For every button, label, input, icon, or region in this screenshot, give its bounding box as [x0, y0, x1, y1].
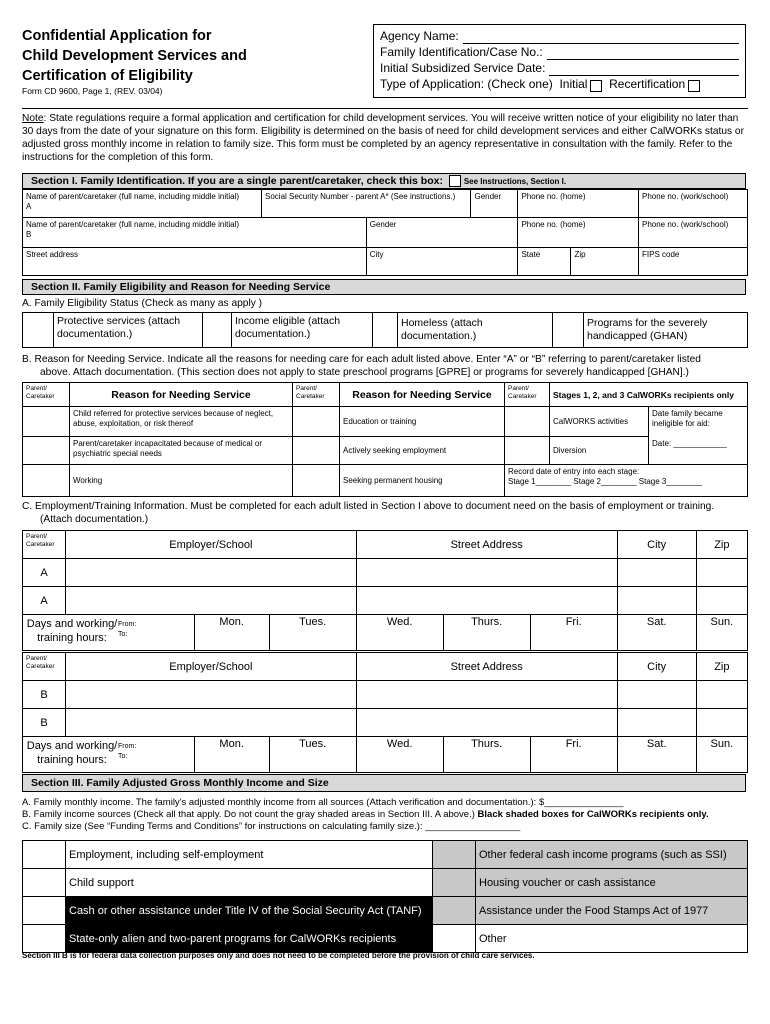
emp-a-to: To: — [118, 631, 128, 638]
r5-label: Actively seeking employment — [343, 445, 447, 455]
emp-b-row1-employer[interactable] — [66, 681, 357, 709]
i4-cell — [66, 925, 433, 953]
emp-a-row2-letter-label: A — [40, 594, 48, 607]
name-b-label: Name of parent/caretaker (full name, including middle initial) — [26, 220, 239, 229]
emp-b-employer-head — [66, 653, 357, 681]
name-a-label: Name of parent/caretaker (full name, including middle initial) — [26, 192, 239, 201]
date-family-cell[interactable] — [649, 407, 748, 465]
i4-checkbox[interactable] — [23, 925, 66, 953]
emp-b-street-label: Street Address — [450, 660, 523, 673]
emp-b-days — [23, 737, 195, 773]
street-cell[interactable] — [23, 248, 367, 276]
i7-checkbox[interactable] — [433, 897, 476, 925]
emp-a-sat-label: Sat. — [646, 616, 667, 628]
emp-b-city-label: City — [647, 660, 667, 673]
phone-home-b-cell[interactable] — [518, 218, 639, 248]
reason-head-2-label: Reason for Needing Service — [352, 388, 492, 401]
section-2b-label — [22, 353, 752, 379]
section-1-table — [22, 189, 748, 276]
form-title — [22, 26, 362, 86]
emp-b-tues[interactable] — [269, 737, 356, 773]
parent-label-3: Parent/ Caretaker — [508, 385, 537, 400]
stages-head-label: Stages 1, 2, and 3 CalWORKs recipients only — [553, 389, 734, 400]
section-1-header — [22, 173, 746, 189]
note-paragraph — [22, 112, 748, 164]
parent-label-1: Parent/ Caretaker — [26, 385, 55, 400]
emp-a-sun-label: Sun. — [710, 616, 734, 628]
section-2b-line-2: above. Attach documentation. (This section does not apply to state preschool programs [GPRE] or programs for severely handicapped [GHAN].) — [40, 367, 689, 378]
emp-b-parent-head — [23, 653, 66, 681]
agency-box — [373, 24, 746, 98]
emp-a-city-label: City — [647, 538, 667, 551]
phone-home-a-cell[interactable] — [518, 190, 639, 218]
stage-record-cell[interactable] — [505, 465, 748, 497]
homeless-checkbox[interactable] — [373, 313, 398, 348]
protective-label: Protective services (attach documentation.) — [57, 315, 181, 340]
protective-cell — [54, 313, 203, 348]
reason-head-1-label: Reason for Needing Service — [111, 388, 251, 401]
i8-cell — [476, 925, 748, 953]
gender-b-cell[interactable] — [366, 218, 518, 248]
diversion-parent[interactable] — [505, 437, 550, 465]
emp-b-row2-city[interactable] — [617, 709, 696, 737]
family-id-field[interactable] — [547, 47, 739, 60]
emp-a-days-label: Days and working/ training hours: — [26, 618, 118, 644]
r1-label: Child referred for protective services because of neglect, abuse, exploitation, or risk thereof — [73, 409, 274, 428]
i6-label: Housing voucher or cash assistance — [479, 876, 656, 889]
i8-label: Other — [479, 932, 507, 945]
emp-a-sat[interactable] — [617, 615, 696, 651]
r6-label: Seeking permanent housing — [343, 475, 443, 485]
emp-a-employer-head — [66, 531, 357, 559]
r3-label: Working — [73, 475, 103, 485]
title-line-2: Child Development Services and — [22, 48, 247, 64]
emp-a-street-head — [356, 531, 617, 559]
ghan-cell — [584, 313, 748, 348]
emp-a-fri[interactable] — [530, 615, 617, 651]
r4-label: Education or training — [343, 416, 417, 426]
emp-a-parent-head — [23, 531, 66, 559]
emp-b-row1-city[interactable] — [617, 681, 696, 709]
section-2c-label — [22, 500, 752, 526]
phone-home-b-label: Phone no. (home) — [521, 220, 586, 229]
emp-b-to: To: — [118, 753, 128, 760]
i2-checkbox[interactable] — [23, 869, 66, 897]
r6-parent[interactable] — [293, 465, 340, 497]
gender-a-label: Gender — [474, 192, 502, 201]
emp-a-row2-letter — [23, 587, 66, 615]
protective-checkbox[interactable] — [23, 313, 54, 348]
family-id-label: Family Identification/Case No.: — [380, 45, 543, 59]
emp-b-row1-letter — [23, 681, 66, 709]
calworks-cell — [550, 407, 649, 437]
i7-label: Assistance under the Food Stamps Act of 1977 — [479, 904, 709, 917]
diversion-label: Diversion — [553, 445, 587, 455]
emp-b-mon[interactable] — [194, 737, 269, 773]
reason-head-2 — [340, 383, 505, 407]
section-2-title: Section II. Family Eligibility and Reason for Needing Service — [31, 281, 331, 293]
name-b-letter: B — [26, 230, 32, 239]
i2-label: Child support — [69, 876, 134, 889]
fips-label: FIPS code — [642, 250, 680, 259]
eligibility-status-table — [22, 312, 748, 348]
section-2-header — [22, 279, 746, 295]
section-2b-line-1: B. Reason for Needing Service. Indicate all the reasons for needing care for each adult listed above. Enter “A” or “B” referring to parent/caretaker listed — [22, 354, 701, 365]
emp-a-row1-employer[interactable] — [66, 559, 357, 587]
section-2a-label: A. Family Eligibility Status (Check as many as apply ) — [22, 298, 263, 309]
emp-b-from: From: — [118, 743, 137, 750]
name-a-cell[interactable] — [23, 190, 262, 218]
r2-cell — [70, 437, 293, 465]
gender-b-label: Gender — [369, 220, 397, 229]
i3-cell — [66, 897, 433, 925]
fips-cell[interactable] — [639, 248, 748, 276]
i7-cell — [476, 897, 748, 925]
emp-b-sun-label: Sun. — [710, 738, 734, 750]
i6-cell — [476, 869, 748, 897]
r6-cell — [340, 465, 505, 497]
emp-b-city-head — [617, 653, 696, 681]
recert-label: Recertification — [609, 77, 686, 91]
income-label: Income eligible (attach documentation.) — [235, 315, 341, 340]
ghan-checkbox[interactable] — [553, 313, 584, 348]
zip-cell[interactable] — [571, 248, 639, 276]
income-cell — [232, 313, 373, 348]
emp-a-zip-head — [696, 531, 747, 559]
r2-label: Parent/caretaker incapacitated because of medical or psychiatric special needs — [73, 439, 262, 458]
r5-parent[interactable] — [293, 437, 340, 465]
section-3-footnote: Section III B is for federal data collection purposes only and does not need to be completed before the provision of child care services. — [22, 951, 535, 960]
homeless-label: Homeless (attach documentation.) — [401, 317, 483, 342]
agency-name-label: Agency Name: — [380, 29, 459, 43]
emp-b-sat[interactable] — [617, 737, 696, 773]
note-label: Note — [22, 113, 44, 124]
section-3-lines — [22, 797, 762, 833]
form-number: Form CD 9600, Page 1, (REV. 03/04) — [22, 86, 163, 96]
city-cell[interactable] — [366, 248, 518, 276]
calworks-label: CalWORKS activities — [553, 416, 629, 426]
emp-a-row2-employer[interactable] — [66, 587, 357, 615]
section-3b-line: B. Family income sources (Check all that apply. Do not count the gray shaded areas in Section III. A above.) — [22, 809, 475, 820]
emp-b-row1-letter-label: B — [40, 688, 48, 701]
emp-b-sun[interactable] — [696, 737, 747, 773]
emp-a-city-head — [617, 531, 696, 559]
income-checkbox[interactable] — [203, 313, 232, 348]
i8-checkbox[interactable] — [433, 925, 476, 953]
emp-b-row2-employer[interactable] — [66, 709, 357, 737]
emp-b-zip-head — [696, 653, 747, 681]
emp-b-row1-street[interactable] — [356, 681, 617, 709]
date-label: Date: ____________ — [652, 439, 727, 448]
section-3a-line: A. Family monthly income. The family's adjusted monthly income from all sources (Attach verification and documentation.): $_______________ — [22, 797, 624, 808]
employment-table-a — [22, 530, 748, 651]
emp-a-wed[interactable] — [356, 615, 443, 651]
emp-b-zip-label: Zip — [714, 660, 730, 673]
diversion-cell — [550, 437, 649, 465]
ghan-label: Programs for the severely handicapped (GHAN) — [587, 317, 708, 342]
emp-b-parent-label: Parent/ Caretaker — [26, 655, 55, 670]
parent-col-2 — [293, 383, 340, 407]
initial-checkbox[interactable] — [590, 80, 602, 92]
section-3c-line: C. Family size (See “Funding Terms and Conditions” for instructions on calculating family size.): __________________ — [22, 821, 521, 832]
reason-head-1 — [70, 383, 293, 407]
state-cell[interactable] — [518, 248, 571, 276]
emp-b-row1-zip[interactable] — [696, 681, 747, 709]
single-parent-checkbox[interactable] — [449, 175, 461, 187]
emp-b-days-label: Days and working/ training hours: — [26, 740, 118, 766]
section-3-title: Section III. Family Adjusted Gross Monthly Income and Size — [31, 777, 329, 789]
recert-checkbox[interactable] — [688, 80, 700, 92]
emp-b-wed[interactable] — [356, 737, 443, 773]
emp-a-row2-zip[interactable] — [696, 587, 747, 615]
agency-name-field[interactable] — [463, 31, 739, 44]
ssn-cell[interactable] — [262, 190, 471, 218]
state-label: State — [521, 250, 541, 259]
emp-a-row2-city[interactable] — [617, 587, 696, 615]
emp-a-thurs[interactable] — [443, 615, 530, 651]
street-label: Street address — [26, 250, 79, 259]
emp-a-tues[interactable] — [269, 615, 356, 651]
r2-parent[interactable] — [23, 437, 70, 465]
emp-a-row1-city[interactable] — [617, 559, 696, 587]
section-1-title: Section I. Family Identification. If you are a single parent/caretaker, check this box: — [31, 175, 443, 187]
emp-a-row1-letter-label: A — [40, 566, 48, 579]
emp-b-row2-letter-label: B — [40, 716, 48, 729]
name-a-letter: A — [26, 202, 32, 211]
emp-a-employer-label: Employer/School — [169, 538, 253, 551]
service-date-label: Initial Subsidized Service Date: — [380, 61, 546, 75]
stages-head — [550, 383, 748, 407]
r3-cell — [70, 465, 293, 497]
emp-a-parent-label: Parent/ Caretaker — [26, 533, 55, 548]
emp-a-row2-street[interactable] — [356, 587, 617, 615]
emp-a-days — [23, 615, 195, 651]
emp-a-mon[interactable] — [194, 615, 269, 651]
i6-checkbox[interactable] — [433, 869, 476, 897]
parent-label-2: Parent/ Caretaker — [296, 385, 325, 400]
i1-cell — [66, 841, 433, 869]
phone-home-a-label: Phone no. (home) — [521, 192, 586, 201]
emp-b-row2-zip[interactable] — [696, 709, 747, 737]
ssn-label: Social Security Number - parent A* (See instructions.) — [265, 192, 456, 201]
emp-b-row2-street[interactable] — [356, 709, 617, 737]
r4-cell — [340, 407, 505, 437]
emp-a-wed-label: Wed. — [386, 616, 413, 628]
i1-label: Employment, including self-employment — [69, 848, 264, 861]
title-line-3: Certification of Eligibility — [22, 68, 193, 84]
emp-a-row1-zip[interactable] — [696, 559, 747, 587]
emp-b-fri[interactable] — [530, 737, 617, 773]
i5-checkbox[interactable] — [433, 841, 476, 869]
r1-cell — [70, 407, 293, 437]
reason-table — [22, 382, 748, 497]
calworks-parent[interactable] — [505, 407, 550, 437]
phone-work-a-label: Phone no. (work/school) — [642, 192, 729, 201]
section-3b-bold: Black shaded boxes for CalWORKs recipients only. — [477, 809, 709, 820]
emp-a-fri-label: Fri. — [565, 616, 582, 628]
emp-b-thurs[interactable] — [443, 737, 530, 773]
title-line-1: Confidential Application for — [22, 28, 212, 44]
i3-checkbox[interactable] — [23, 897, 66, 925]
section-2c-line-1: C. Employment/Training Information. Must be completed for each adult listed in Section I above to document need on the basis of employment or training. — [22, 501, 715, 512]
initial-label: Initial — [559, 77, 588, 91]
parent-col-3 — [505, 383, 550, 407]
r5-cell — [340, 437, 505, 465]
app-type-label: Type of Application: (Check one) — [380, 77, 553, 91]
emp-b-thurs-label: Thurs. — [471, 738, 503, 750]
income-sources-table — [22, 840, 748, 953]
city-label: City — [369, 250, 384, 259]
i1-checkbox[interactable] — [23, 841, 66, 869]
emp-a-tues-label: Tues. — [299, 616, 327, 628]
emp-b-tues-label: Tues. — [299, 738, 327, 750]
phone-work-a-cell[interactable] — [639, 190, 748, 218]
emp-a-thurs-label: Thurs. — [471, 616, 503, 628]
r1-parent[interactable] — [23, 407, 70, 437]
emp-b-mon-label: Mon. — [219, 738, 244, 750]
i2-cell — [66, 869, 433, 897]
employment-table-b — [22, 652, 748, 773]
emp-b-street-head — [356, 653, 617, 681]
section-2c-line-2: (Attach documentation.) — [40, 514, 149, 525]
i3-label: Cash or other assistance under Title IV of the Social Security Act (TANF) — [69, 904, 422, 917]
r3-parent[interactable] — [23, 465, 70, 497]
emp-a-sun[interactable] — [696, 615, 747, 651]
zip-label: Zip — [574, 250, 586, 259]
emp-b-fri-label: Fri. — [565, 738, 582, 750]
emp-b-employer-label: Employer/School — [169, 660, 253, 673]
name-b-cell[interactable] — [23, 218, 367, 248]
gender-a-cell[interactable] — [471, 190, 518, 218]
emp-a-row1-letter — [23, 559, 66, 587]
emp-b-wed-label: Wed. — [386, 738, 413, 750]
stages-label: Stage 1________ Stage 2________ Stage 3________ — [508, 477, 702, 486]
phone-work-b-label: Phone no. (work/school) — [642, 220, 729, 229]
i4-label: State-only alien and two-parent programs for CalWORKs recipients — [69, 932, 397, 945]
emp-a-mon-label: Mon. — [219, 616, 244, 628]
header-divider — [22, 108, 748, 109]
record-label: Record date of entry into each stage: — [508, 467, 640, 476]
emp-a-zip-label: Zip — [714, 538, 730, 551]
emp-a-street-label: Street Address — [450, 538, 523, 551]
emp-b-sat-label: Sat. — [646, 738, 667, 750]
service-date-field[interactable] — [549, 63, 739, 76]
r4-parent[interactable] — [293, 407, 340, 437]
emp-a-row1-street[interactable] — [356, 559, 617, 587]
date-family-label: Date family became ineligible for aid: — [652, 409, 723, 428]
emp-b-row2-letter — [23, 709, 66, 737]
parent-col-1 — [23, 383, 70, 407]
homeless-cell — [398, 313, 553, 348]
i5-cell — [476, 841, 748, 869]
section-3-header — [22, 774, 746, 792]
note-text: : State regulations require a formal application and certification for child development services. You will receive written notice of your eligibility no later than 30 days from the date of your signature on this form. Eligibility is determined on the basis of need for child development services and either CalWORKs status or adjusted gross monthly income in relation to family size. This form must be completed by an agency representative in consultation with the family. Refer to the instructions for the completion of this form. — [22, 113, 744, 163]
phone-work-b-cell[interactable] — [639, 218, 748, 248]
i5-label: Other federal cash income programs (such as SSI) — [479, 848, 727, 861]
section-1-see-instructions: See Instructions, Section I. — [463, 177, 567, 186]
emp-a-from: From: — [118, 621, 137, 628]
